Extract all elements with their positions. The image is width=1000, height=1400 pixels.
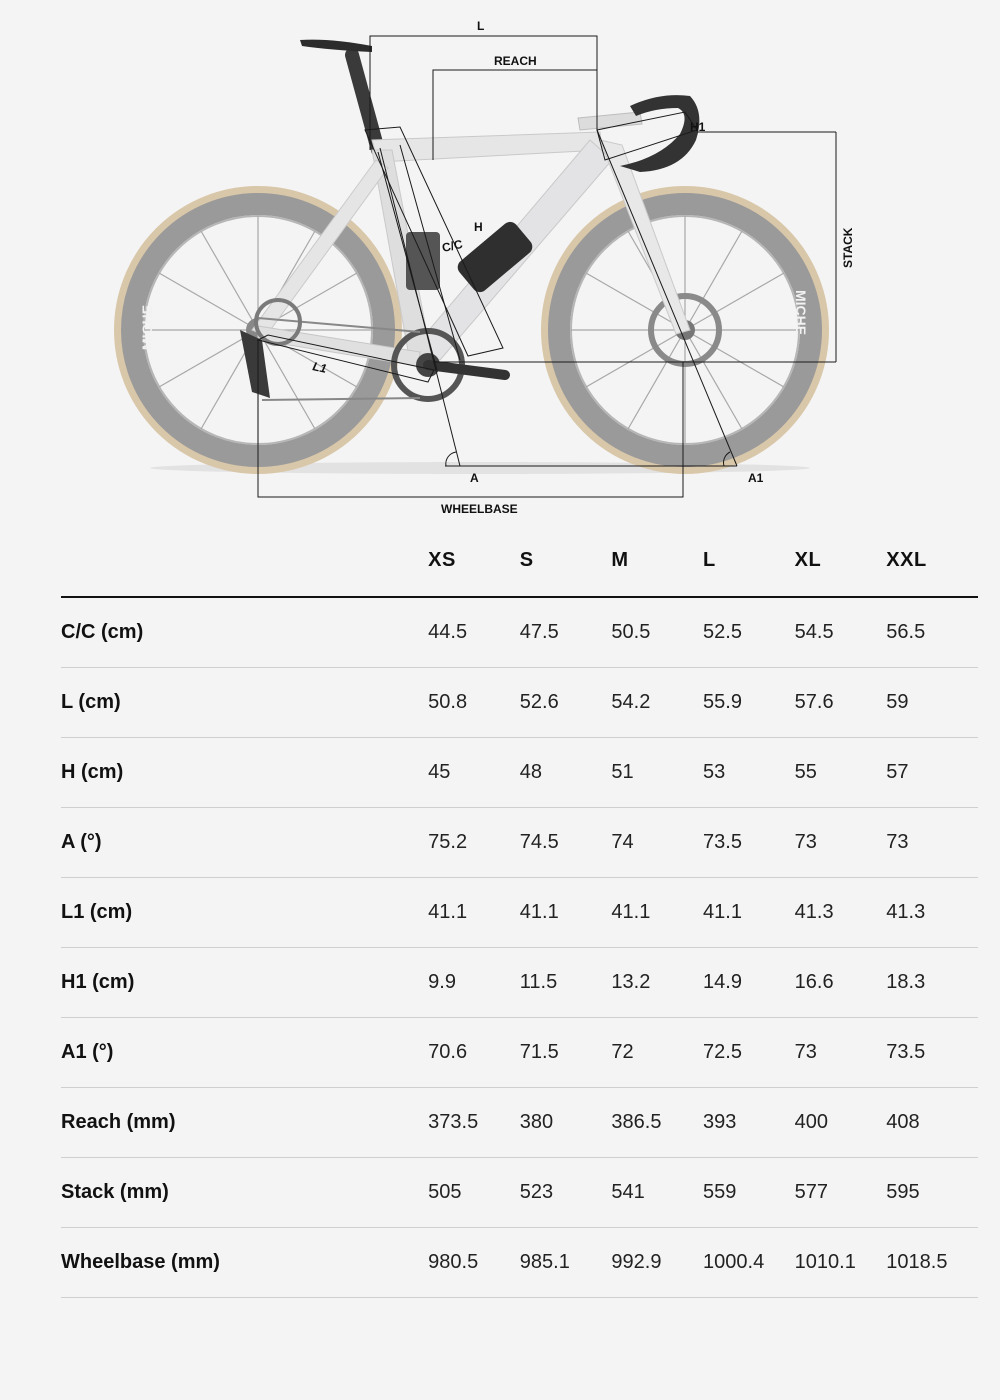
table-cell: 992.9 — [611, 1228, 703, 1298]
table-cell: 48 — [520, 738, 612, 808]
a-label: A — [470, 471, 479, 485]
table-cell: 50.8 — [428, 668, 520, 738]
table-row — [61, 738, 978, 808]
table-cell: 55 — [795, 738, 887, 808]
table-cell: 47.5 — [520, 597, 612, 668]
table-cell: 53 — [703, 738, 795, 808]
table-cell: 59 — [886, 668, 978, 738]
table-row — [61, 1158, 978, 1228]
row-label: C/C (cm) — [61, 597, 428, 668]
table-cell: 73 — [795, 808, 887, 878]
table-cell: 72.5 — [703, 1018, 795, 1088]
table-cell: 18.3 — [886, 948, 978, 1018]
row-label: Stack (mm) — [61, 1158, 428, 1228]
table-cell: 1000.4 — [703, 1228, 795, 1298]
table-cell: 44.5 — [428, 597, 520, 668]
table-cell: 386.5 — [611, 1088, 703, 1158]
table-cell: 595 — [886, 1158, 978, 1228]
table-cell: 41.1 — [520, 878, 612, 948]
front-rim-brand-text: MICHE — [793, 290, 809, 336]
table-row — [61, 1088, 978, 1158]
table-cell: 380 — [520, 1088, 612, 1158]
row-label: H1 (cm) — [61, 948, 428, 1018]
table-cell: 14.9 — [703, 948, 795, 1018]
table-cell: 55.9 — [703, 668, 795, 738]
table-row — [61, 808, 978, 878]
table-row — [61, 948, 978, 1018]
l-label: L — [477, 19, 485, 33]
l1-label: L1 — [311, 359, 328, 376]
table-cell: 52.6 — [520, 668, 612, 738]
reach-label: REACH — [494, 54, 537, 68]
table-cell: 45 — [428, 738, 520, 808]
table-cell: 393 — [703, 1088, 795, 1158]
table-cell: 985.1 — [520, 1228, 612, 1298]
table-cell: 70.6 — [428, 1018, 520, 1088]
table-cell: 54.5 — [795, 597, 887, 668]
table-cell: 577 — [795, 1158, 887, 1228]
table-cell: 373.5 — [428, 1088, 520, 1158]
table-cell: 41.1 — [703, 878, 795, 948]
size-header-xl: XL — [795, 525, 887, 597]
table-cell: 41.1 — [611, 878, 703, 948]
table-cell: 73 — [795, 1018, 887, 1088]
table-row — [61, 878, 978, 948]
h1-label: H1 — [690, 120, 706, 134]
geometry-table-body — [61, 597, 978, 1298]
table-cell: 41.1 — [428, 878, 520, 948]
a1-label: A1 — [748, 471, 764, 485]
size-header-xxl: XXL — [886, 525, 978, 597]
size-header-s: S — [520, 525, 612, 597]
row-label: Reach (mm) — [61, 1088, 428, 1158]
table-cell: 57 — [886, 738, 978, 808]
table-cell: 16.6 — [795, 948, 887, 1018]
table-cell: 51 — [611, 738, 703, 808]
table-cell: 50.5 — [611, 597, 703, 668]
bike-geometry-diagram — [0, 0, 1000, 530]
table-cell: 74.5 — [520, 808, 612, 878]
table-cell: 72 — [611, 1018, 703, 1088]
header-blank-cell — [61, 525, 428, 597]
table-row — [61, 668, 978, 738]
table-cell: 559 — [703, 1158, 795, 1228]
row-label: L1 (cm) — [61, 878, 428, 948]
wheelbase-label: WHEELBASE — [441, 502, 518, 516]
table-row — [61, 1018, 978, 1088]
rear-rim-brand-text: MICHE — [139, 304, 155, 350]
row-label: A (°) — [61, 808, 428, 878]
stack-label: STACK — [841, 227, 855, 268]
table-cell: 73.5 — [703, 808, 795, 878]
table-cell: 400 — [795, 1088, 887, 1158]
table-cell: 56.5 — [886, 597, 978, 668]
size-header-xs: XS — [428, 525, 520, 597]
table-cell: 41.3 — [886, 878, 978, 948]
table-row — [61, 1228, 978, 1298]
table-cell: 13.2 — [611, 948, 703, 1018]
row-label: L (cm) — [61, 668, 428, 738]
size-header-l: L — [703, 525, 795, 597]
table-cell: 1010.1 — [795, 1228, 887, 1298]
cc-label: C/C — [440, 236, 464, 255]
geometry-table — [61, 525, 978, 1298]
table-cell: 54.2 — [611, 668, 703, 738]
table-cell: 74 — [611, 808, 703, 878]
row-label: Wheelbase (mm) — [61, 1228, 428, 1298]
table-row — [61, 597, 978, 668]
row-label: A1 (°) — [61, 1018, 428, 1088]
table-cell: 9.9 — [428, 948, 520, 1018]
table-cell: 73.5 — [886, 1018, 978, 1088]
table-cell: 11.5 — [520, 948, 612, 1018]
table-cell: 408 — [886, 1088, 978, 1158]
table-cell: 73 — [886, 808, 978, 878]
table-cell: 523 — [520, 1158, 612, 1228]
size-header-row — [61, 525, 978, 597]
row-label: H (cm) — [61, 738, 428, 808]
table-cell: 71.5 — [520, 1018, 612, 1088]
table-cell: 41.3 — [795, 878, 887, 948]
table-cell: 57.6 — [795, 668, 887, 738]
table-cell: 52.5 — [703, 597, 795, 668]
table-cell: 541 — [611, 1158, 703, 1228]
table-cell: 75.2 — [428, 808, 520, 878]
table-cell: 980.5 — [428, 1228, 520, 1298]
size-header-m: M — [611, 525, 703, 597]
table-cell: 1018.5 — [886, 1228, 978, 1298]
table-cell: 505 — [428, 1158, 520, 1228]
h-label: H — [474, 220, 483, 234]
